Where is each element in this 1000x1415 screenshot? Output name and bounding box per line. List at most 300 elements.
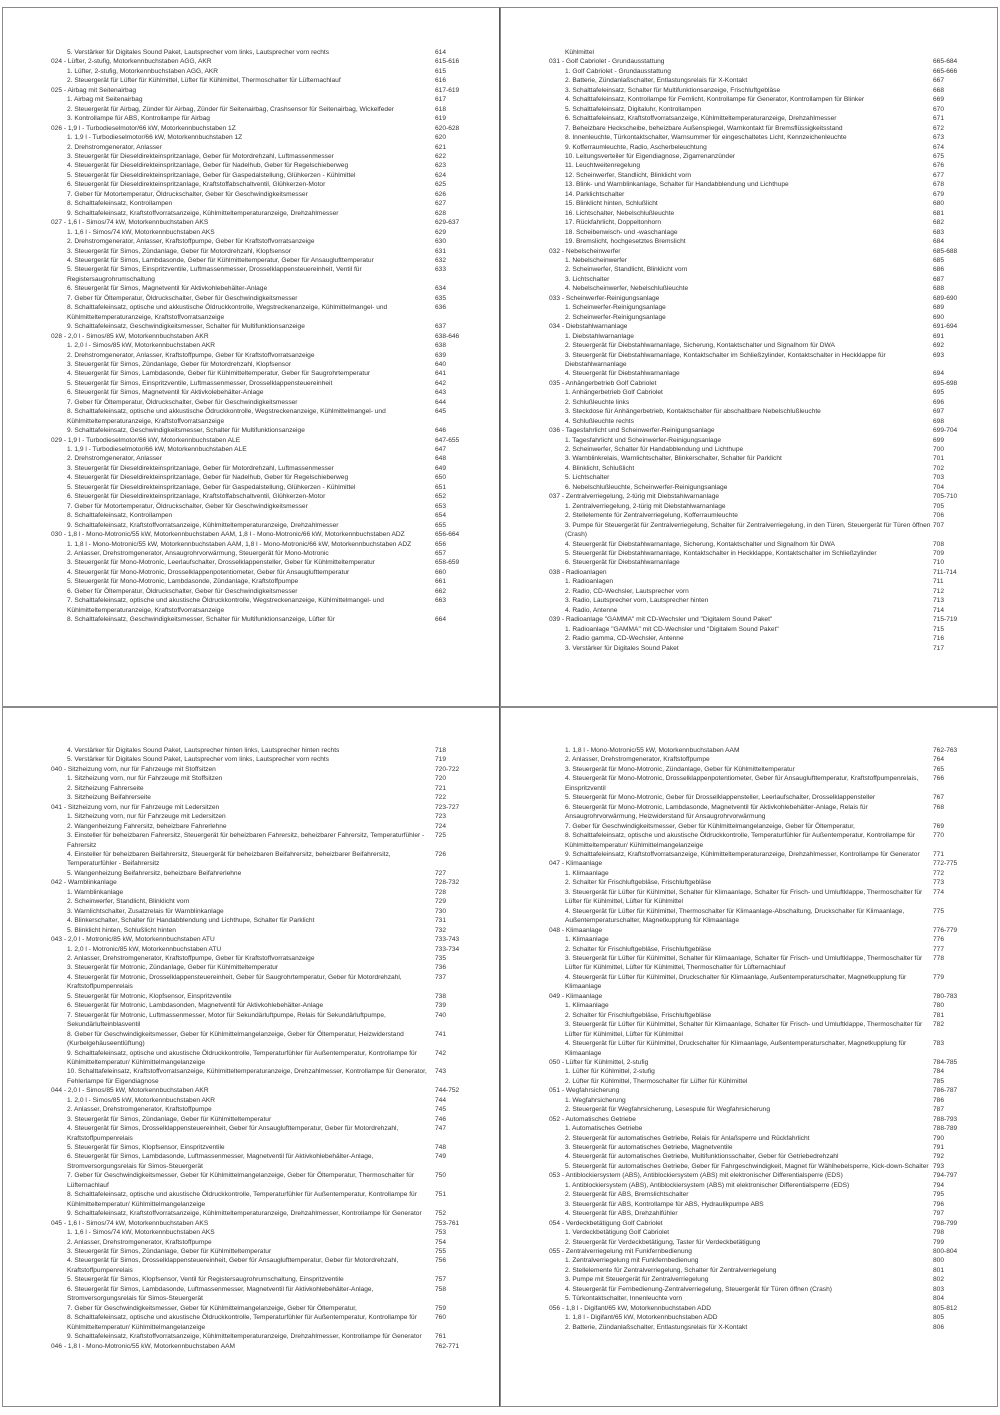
entry-title: 029 - 1,9 l - Turbodieselmotor/66 kW, Motorkennbuchstaben ALE	[51, 436, 241, 444]
page-number: 744	[435, 1096, 447, 1104]
entry-title: 5. Verstärker für Digitales Sound Paket, Lautsprecher vorn links, Lautsprecher vorn rechts	[67, 49, 330, 56]
entry-title: 9. Schalttafeleinsatz, Kraftstoffvorratsanzeige, Kühlmitteltemperaturanzeige, Drehzahlmesser, Kontrollampe für Generator	[67, 1210, 422, 1218]
page-number: 614	[435, 49, 447, 56]
toc-entry	[549, 313, 969, 322]
entry-title: 6. Steuergerät für Simos, Magnetventil für Aktivkohlebehälter-Anlage	[67, 285, 268, 293]
page-number: 664	[435, 616, 447, 624]
page-number: 645	[435, 408, 447, 416]
page-number: 691-694	[933, 323, 958, 331]
page-number: 712	[933, 587, 945, 595]
entry-title: 8. Innenleuchte, Türkontaktschalter, Warnsummer für eingeschaltetes Licht, Kennzeichenleuchte	[565, 134, 847, 142]
entry-title: 1. Lüfter, 2-stufig, Motorkennbuchstaben AGG, AKR	[67, 67, 219, 75]
page-number: 733-743	[435, 936, 460, 944]
page-number: 705	[933, 502, 945, 510]
page-number: 769	[933, 822, 945, 830]
page-number: 633	[435, 266, 447, 274]
page-number: 800-804	[933, 1248, 958, 1256]
page-number: 641	[435, 370, 447, 378]
entry-title: 4. Steuergerät für Dieseldirekteinspritzanlage, Geber für Nadelhub, Geber für Regelschieberweg	[67, 162, 349, 170]
page-number: 760	[435, 1314, 447, 1322]
toc-entry	[51, 483, 471, 492]
toc-entry	[51, 48, 471, 57]
toc-entry	[51, 973, 471, 992]
document-page-top-left	[2, 7, 500, 707]
page-number: 648	[435, 455, 447, 463]
entry-title: 6. Steuergerät für Diebstahlwarnanlage	[565, 559, 680, 567]
page-number: 635	[435, 294, 447, 302]
entry-title: 8. Schalttafeleinsatz, optische und akustische Öldruckkontrolle, Temperaturfühler für Außentemperatur, Kontrollampe für Kühlmitteltemperatur/ Kühlmittelmangelanzeige	[67, 1191, 417, 1208]
entry-title: 3. Steuergerät für ABS, Kontrollampe für ABS, Hydraulikpumpe ABS	[565, 1200, 764, 1208]
page-number: 617	[435, 96, 447, 104]
entry-title: 8. Schalttafeleinsatz, optische und akkustische Öldruckkontrolle, Wegstreckenanzeige, Kühlmittelmangel- und Kühlmitteltemperaturanzeige, Kraftstoffvorratsanzeige	[67, 304, 388, 321]
page-number: 700	[933, 446, 945, 454]
page-number: 791	[933, 1144, 945, 1152]
entry-title: 1. Anhängerbetrieb Golf Cabriolet	[565, 389, 663, 397]
page-number: 753-761	[435, 1219, 460, 1227]
page-number: 759	[435, 1304, 447, 1312]
toc-entry	[51, 869, 471, 878]
entry-title: 1. Radioanlagen	[565, 578, 614, 586]
page-number: 772-775	[933, 860, 958, 868]
page-number: 689	[933, 304, 945, 312]
entry-title: 2. Scheinwerfer, Standlicht, Blinklicht vorn	[67, 898, 190, 906]
toc-entry	[549, 209, 969, 218]
entry-title: 7. Beheizbare Heckscheibe, beheizbare Außenspiegel, Warnkontakt für Bremsflüssigkeitsstand	[565, 124, 843, 132]
entry-title: 5. Steuergerät für Simos, Klopfsensor, Ventil für Registersaugrohrumschaltung, Einspritzventile	[67, 1276, 344, 1284]
entry-title: 3. Steuergerät für Lüfter für Kühlmittel, Schalter für Klimaanlage, Schalter für Frisch- und Umluftklappe, Thermoschalter für Lüfter für Kühlmittel, Lüfter für Kühlmittel	[565, 1021, 923, 1038]
entry-title: 049 - Klimaanlage	[549, 992, 603, 1000]
page-number: 656-664	[435, 531, 460, 539]
page-number: 656	[435, 540, 447, 548]
page-number: 632	[435, 256, 447, 264]
toc-entry	[51, 190, 471, 199]
entry-title: 036 - Tagesfahrlicht und Scheinwerfer-Reinigungsanlage	[549, 427, 715, 435]
toc-entry	[549, 332, 969, 341]
page-number: 622	[435, 152, 447, 160]
toc-entry	[51, 294, 471, 303]
entry-title: 3. Schalttafeleinsatz, Schalter für Multifunktionsanzeige, Frischluftgebläse	[565, 86, 781, 94]
toc-entry	[549, 351, 969, 370]
entry-title: 3. Steuergerät für Simos, Zündanlage, Geber für Motordrehzahl, Klopfsensor	[67, 360, 291, 368]
entry-title: 024 - Lüfter, 2-stufig, Motorkennbuchstaben AGG, AKR	[51, 58, 212, 66]
toc-entry	[51, 755, 471, 764]
page-number: 693	[933, 351, 945, 359]
toc-entry	[549, 105, 969, 114]
entry-title: 6. Geber für Öltemperatur, Öldruckschalter, Geber für Geschwindigkeitsmesser	[67, 587, 298, 595]
toc-entry	[51, 180, 471, 189]
page-number: 689-690	[933, 294, 958, 302]
toc-entry	[549, 473, 969, 482]
toc-entry	[51, 963, 471, 972]
page-number: 724	[435, 822, 447, 830]
toc-entry	[549, 445, 969, 454]
entry-title: 4. Steuergerät für Simos, Drosselklappensteuereinheit, Geber für Ansauglufttemperatur, Geber für Motordrehzahl, Kraftstoffpumpenrelais	[67, 1125, 399, 1142]
entry-title: 4. Steuergerät für Simos, Drosselklappensteuereinheit, Geber für Ansauglufttemperatur, Geber für Motordrehzahl, Kraftstoffpumpenrelais	[67, 1257, 399, 1274]
entry-title: 3. Steuergerät für Lüfter für Kühlmittel, Schalter für Klimaanlage, Schalter für Frisch- und Umluftklappe, Thermoschalter für Lüfter für Kühlmittel, Lüfter für Kühlmittel, Thermoschalter für Lüfternachlauf	[565, 954, 923, 972]
entry-title: 5. Verstärker für Digitales Sound Paket, Lautsprecher vorn links, Lautsprecher vorn rechts	[67, 756, 330, 764]
page-number: 620-628	[435, 124, 460, 132]
page-number: 761	[435, 1333, 447, 1341]
toc-entry	[51, 521, 471, 530]
page-number: 619	[435, 115, 447, 123]
page-number: 798	[933, 1229, 945, 1237]
page-number: 762-763	[933, 747, 958, 754]
entry-title: 055 - Zentralverriegelung mit Funkfernbedienung	[549, 1248, 692, 1256]
toc-entry	[549, 1323, 969, 1332]
toc-section-entry	[549, 1115, 969, 1124]
page-number: 723-727	[435, 803, 460, 811]
page-number: 801	[933, 1266, 945, 1274]
entry-title: 13. Blink- und Warnblinkanlage, Schalter für Handabblendung und Lichthupe	[565, 181, 789, 189]
toc-section-entry	[51, 332, 471, 341]
page-number: 685-688	[933, 247, 958, 255]
toc-entry	[51, 926, 471, 935]
page-number: 699-704	[933, 427, 958, 435]
toc-entry	[51, 492, 471, 501]
page-number: 758	[435, 1285, 447, 1293]
entry-title: 2. Drehstromgenerator, Anlasser	[67, 455, 162, 463]
page-number: 797	[933, 1210, 945, 1218]
entry-title: 3. Steuergerät für Simos, Zündanlage, Geber für Kühlmitteltemperatur	[67, 1248, 272, 1256]
page-number: 737	[435, 973, 447, 981]
entry-title: 1. Zentralverriegelung, 2-türig mit Diebstahlwarnanlage	[565, 502, 726, 510]
toc-entry	[51, 407, 471, 426]
entry-title: 6. Steuergerät für Simos, Lambdasonde, Luftmassenmesser, Magnetventil für Aktivkohlebehälter-Anlage, Stromversorgungsrelais für Simos-Steuergerät	[67, 1153, 374, 1170]
toc-entry	[51, 1115, 471, 1124]
toc-entry	[549, 436, 969, 445]
page-number: 675	[933, 152, 945, 160]
page-number: 802	[933, 1276, 945, 1284]
toc-entry	[51, 1190, 471, 1209]
page-number: 676	[933, 162, 945, 170]
table-of-contents	[549, 48, 969, 653]
entry-title: 3. Steuergerät für Simos, Zündanlage, Geber für Kühlmitteltemperatur	[67, 1115, 272, 1123]
entry-title: 1. Verdeckbetätigung Golf Cabriolet	[565, 1229, 670, 1237]
table-of-contents	[549, 746, 969, 1332]
entry-title: 18. Scheibenwisch- und -waschanlage	[565, 228, 678, 236]
toc-entry	[51, 95, 471, 104]
page-number: 778	[933, 954, 945, 962]
toc-entry	[51, 888, 471, 897]
page-number: 768	[933, 803, 945, 811]
toc-entry	[549, 577, 969, 586]
toc-entry	[51, 1011, 471, 1030]
entry-title: 1. Automatisches Getriebe	[565, 1125, 643, 1133]
toc-entry	[549, 774, 969, 793]
toc-entry	[51, 228, 471, 237]
entry-title: 2. Scheinwerfer, Schalter für Handabblendung und Lichthupe	[565, 446, 744, 454]
toc-entry	[51, 388, 471, 397]
page-number: 627	[435, 200, 447, 208]
toc-section-entry	[51, 1086, 471, 1095]
page-number: 655	[435, 521, 447, 529]
toc-entry	[549, 417, 969, 426]
entry-title: 053 - Antiblockiersystem (ABS), Antiblockiersystem (ABS) mit elektronischer Differentialsperre (EDS)	[549, 1172, 843, 1180]
entry-title: 9. Schalttafeleinsatz, Geschwindigkeitsmesser, Schalter für Multifunktionsanzeige	[67, 323, 305, 331]
page-number: 757	[435, 1276, 447, 1284]
page-number: 678	[933, 181, 945, 189]
entry-title: 3. Steuergerät für Diebstahlwarnanlage, Kontaktschalter im Schließzylinder, Kontaktschalter in Heckklappe für Diebstahlwarnanlage	[565, 351, 886, 368]
document-page-top-right	[500, 7, 998, 707]
toc-entry	[549, 1238, 969, 1247]
entry-title: 7. Geber für Geschwindigkeitsmesser, Geber für Kühlmittelmangelanzeige, Geber für Öltemperatur,	[67, 1304, 357, 1312]
toc-entry	[549, 143, 969, 152]
page-number: 782	[933, 1021, 945, 1029]
entry-title: 2. Steuergerät für Diebstahlwarnanlage, Sicherung, Kontaktschalter und Signalhorn für DWA	[565, 342, 835, 350]
page-number: 790	[933, 1134, 945, 1142]
entry-title: 033 - Scheinwerfer-Reinigungsanlage	[549, 294, 660, 302]
page-number: 630	[435, 238, 447, 246]
entry-title: 2. Wangenheizung Fahrersitz, beheizbare Fahrerlehne	[67, 822, 227, 830]
entry-title: 3. Steuergerät für Motronic, Zündanlage, Geber für Kühlmitteltemperatur	[67, 964, 279, 972]
entry-title: 4. Steuergerät für Mono-Motronic, Drosselklappenpotentiometer, Geber für Ansauglufttemperatur	[67, 568, 350, 576]
page-number: 680	[933, 200, 945, 208]
entry-title: 7. Geber für Öltemperatur, Öldruckschalter, Geber für Geschwindigkeitsmesser	[67, 294, 298, 302]
toc-entry	[549, 483, 969, 492]
entry-title: 2. Radio gamma, CD-Wechsler, Antenne	[565, 635, 684, 643]
toc-entry	[549, 1001, 969, 1010]
toc-entry	[549, 303, 969, 312]
toc-section-entry	[51, 878, 471, 887]
entry-title: 1. Warnblinkanlage	[67, 888, 124, 896]
entry-title: 5. Steuergerät für Dieseldirekteinspritzanlage, Geber für Gaspedalstellung, Glühkerzen - Kühlmittel	[67, 483, 356, 491]
toc-section-entry	[51, 436, 471, 445]
page-number: 776-779	[933, 926, 958, 934]
toc-entry	[549, 1020, 969, 1039]
toc-entry	[549, 161, 969, 170]
page-number: 736	[435, 964, 447, 972]
entry-title: 3. Steuergerät für Lüfter für Kühlmittel, Schalter für Klimaanlage, Schalter für Frisch- und Umluftklappe, Thermoschalter für Lüfter für Kühlmittel, Lüfter für Kühlmittel	[565, 888, 923, 906]
toc-entry	[549, 935, 969, 944]
toc-entry	[549, 1124, 969, 1133]
toc-entry	[51, 341, 471, 350]
toc-entry	[549, 1209, 969, 1218]
entry-title: 5. Wangenheizung Beifahrersitz, beheizbare Beifahrerlehne	[67, 869, 242, 877]
entry-title: 11. Leuchtweitenregelung	[565, 162, 641, 170]
toc-entry	[549, 152, 969, 161]
entry-title: 3. Lichtschalter	[565, 275, 610, 283]
toc-entry	[51, 1105, 471, 1114]
toc-entry	[549, 284, 969, 293]
page-number: 686	[933, 266, 945, 274]
toc-entry	[51, 105, 471, 114]
page-number: 776	[933, 936, 945, 944]
toc-entry	[51, 1171, 471, 1190]
page-number: 617-619	[435, 86, 460, 94]
toc-entry	[51, 784, 471, 793]
page-number: 799	[933, 1238, 945, 1246]
toc-entry	[51, 1001, 471, 1010]
page-number: 728-732	[435, 879, 460, 887]
toc-entry	[549, 878, 969, 887]
entry-title: 044 - 2,0 l - Simos/85 kW, Motorkennbuchstaben AKR	[51, 1087, 209, 1095]
page-number: 798-799	[933, 1219, 958, 1227]
toc-entry	[51, 67, 471, 76]
document-page-bottom-left	[2, 707, 500, 1407]
toc-entry	[51, 945, 471, 954]
page-number: 649	[435, 464, 447, 472]
toc-entry	[549, 596, 969, 605]
toc-section-entry	[51, 1219, 471, 1228]
entry-title: 2. Anlasser, Drehstromgenerator, Ansaugrohrvorwärmung, Steuergerät für Mono-Motronic	[67, 550, 329, 558]
entry-title: 3. Steuergerät für automatisches Getriebe, Magnetventile	[565, 1144, 733, 1152]
page-number: 692	[933, 342, 945, 350]
page-number: 773	[933, 879, 945, 887]
entry-title: 031 - Golf Cabriolet - Grundausstattung	[549, 58, 665, 66]
page-number: 638	[435, 342, 447, 350]
page-number: 725	[435, 832, 447, 840]
page-number: 652	[435, 493, 447, 501]
entry-title: 5. Türkontaktschalter, Innenleuchte vorn	[565, 1295, 683, 1303]
page-number: 754	[435, 1238, 447, 1246]
page-number: 748	[435, 1144, 447, 1152]
toc-entry	[549, 180, 969, 189]
page-number: 756	[435, 1257, 447, 1265]
entry-title: 4. Schlußleuchte rechts	[565, 417, 634, 425]
entry-title: 2. Steuergerät für ABS, Bremslichtschalter	[565, 1191, 689, 1199]
entry-title: 10. Leitungsverteiler für Eigendiagnose, Zigarrenanzünder	[565, 152, 736, 160]
toc-entry	[549, 76, 969, 85]
entry-title: 7. Geber für Motortemperatur, Öldruckschalter, Geber für Geschwindigkeitsmesser	[67, 502, 308, 510]
toc-section-entry	[549, 568, 969, 577]
entry-title: 5. Steuergerät für Dieseldirekteinspritzanlage, Geber für Gaspedalstellung, Glühkerzen - Kühlmittel	[67, 171, 356, 179]
entry-title: 8. Geber für Geschwindigkeitsmesser, Geber für Kühlmittelmangelanzeige, Geber für Öltemperatur, Heizwiderstand (Kurbelgehäuseentlüftung)	[67, 1030, 404, 1048]
toc-entry	[51, 379, 471, 388]
entry-title: 4. Steuergerät für Lüfter für Kühlmittel, Thermoschalter für Klimaanlage-Abschaltung, Druckschalter für Klimaanlage, Außentemperaturschalter, Magnetkupplung für Klimaanlage	[565, 907, 905, 925]
page-number: 722	[435, 794, 447, 802]
entry-title: 2. Drehstromgenerator, Anlasser	[67, 143, 162, 151]
entry-title: 7. Geber für Öltemperatur, Öldruckschalter, Geber für Geschwindigkeitsmesser	[67, 398, 298, 406]
toc-entry	[549, 133, 969, 142]
entry-title: 7. Geber für Geschwindigkeitsmesser, Geber für Kühlmittelmangelanzeige, Geber für Öltemperatur, Thermoschalter für Lüfternachlauf	[67, 1172, 414, 1189]
page-number: 710	[933, 559, 945, 567]
entry-title: 4. Steuergerät für Lüfter für Kühlmittel, Druckschalter für Klimaanlage, Außentemperaturschalter, Magnetkupplung für Klimaanlage	[565, 1040, 907, 1057]
page-number: 794-797	[933, 1172, 958, 1180]
entry-title: 1. 2,0 l - Simos/85 kW, Motorkennbuchstaben AKR	[67, 1096, 216, 1104]
entry-title: 4. Steuergerät für Mono-Motronic, Drosselklappenpotentiometer, Geber für Ansauglufttemperatur, Kraftstoffpumpenrelais, Einspritzventil	[565, 775, 919, 792]
toc-entry	[549, 464, 969, 473]
entry-title: 4. Blinklicht, Schlußlicht	[565, 464, 635, 472]
entry-title: 1. Klimaanlage	[565, 936, 609, 944]
entry-title: 2. Anlasser, Drehstromgenerator, Kraftstoffpumpe	[67, 1238, 212, 1246]
toc-entry	[51, 907, 471, 916]
entry-title: 048 - Klimaanlage	[549, 926, 603, 934]
page-number: 800	[933, 1257, 945, 1265]
page-number: 743	[435, 1068, 447, 1076]
page-number: 713	[933, 597, 945, 605]
page-number: 629	[435, 228, 447, 236]
page-number: 697	[933, 408, 945, 416]
toc-entry	[549, 1162, 969, 1171]
toc-entry	[549, 549, 969, 558]
entry-title: 1. Nebelscheinwerfer	[565, 256, 627, 264]
entry-title: 2. Batterie, Zündanlaßschalter, Entlastungsrelais für X-Kontakt	[565, 77, 748, 85]
toc-section-entry	[549, 426, 969, 435]
page-number: 682	[933, 219, 945, 227]
page-number: 781	[933, 1011, 945, 1019]
entry-title: 5. Steuergerät für Simos, Einspritzventile, Luftmassenmesser, Drosselklappensteuereinheit	[67, 379, 333, 387]
page-number: 662	[435, 587, 447, 595]
toc-entry	[51, 247, 471, 256]
entry-title: 12. Scheinwerfer, Standlicht, Blinklicht vorn	[565, 171, 692, 179]
entry-title: 5. Blinklicht hinten, Schlußlicht hinten	[67, 926, 176, 934]
page-number: 665-684	[933, 58, 958, 66]
entry-title: 4. Steuergerät für Diebstahlwarnanlage	[565, 370, 680, 378]
page-number: 691	[933, 332, 945, 340]
entry-title: 4. Blinkerschalter, Schalter für Handabblendung und Lichthupe, Schalter für Parklicht	[67, 917, 315, 925]
page-number: 711	[933, 578, 944, 586]
entry-title: 10. Schalttafeleinsatz, Kraftstoffvorratsanzeige, Kühlmitteltemperaturanzeige, Drehzahlmesser, Kontrollampe für Generator, Fehlerlampe für Eigendiagnose	[67, 1068, 427, 1085]
toc-entry	[51, 1313, 471, 1332]
entry-title: 1. Scheinwerfer-Reinigungsanlage	[565, 304, 666, 312]
page-number: 742	[435, 1049, 447, 1057]
entry-title: 6. Steuergerät für Dieseldirekteinspritzanlage, Kraftstoffabschaltventil, Glühkerzen-Motor	[67, 493, 326, 501]
entry-title: 19. Bremslicht, hochgesetztes Bremslicht	[565, 238, 686, 246]
entry-title: 5. Schalttafeleinsatz, Digitaluhr, Kontrollampen	[565, 105, 702, 113]
toc-section-entry	[51, 218, 471, 227]
entry-title: 1. Diebstahlwarnanlage	[565, 332, 634, 340]
page-number: 672	[933, 124, 945, 132]
toc-section-entry	[549, 926, 969, 935]
page-number: 651	[435, 483, 447, 491]
page-number: 753	[435, 1229, 447, 1237]
entry-title: 2. Batterie, Zündanlaßschalter, Entlastungsrelais für X-Kontakt	[565, 1323, 748, 1331]
toc-section-entry	[51, 765, 471, 774]
toc-entry	[549, 765, 969, 774]
page-number: 775	[933, 907, 945, 915]
entry-title: 1. Radioanlage "GAMMA" mit CD-Wechsler und "Digitalem Sound Paket"	[565, 625, 779, 633]
entry-title: 3. Warnblinkrelais, Warnlichtschalter, Blinkerschalter, Schalter für Parklicht	[565, 455, 782, 463]
page-number: 657	[435, 550, 447, 558]
page-number: 681	[933, 209, 945, 217]
entry-title: 2. Schlußleuchte links	[565, 398, 630, 406]
entry-title: 3. Verstärker für Digitales Sound Paket	[565, 644, 679, 652]
page-number: 703	[933, 474, 945, 482]
toc-section-entry	[51, 124, 471, 133]
page-number: 733-734	[435, 945, 460, 953]
toc-entry	[549, 1152, 969, 1161]
page-number: 677	[933, 171, 945, 179]
page-number: 719	[435, 756, 447, 764]
page-number: 786-787	[933, 1087, 958, 1095]
page-number: 788-789	[933, 1125, 958, 1133]
page-number: 683	[933, 228, 945, 236]
toc-entry	[549, 540, 969, 549]
page-number: 803	[933, 1285, 945, 1293]
entry-title: 042 - Warnblinkanlage	[51, 879, 117, 887]
entry-title: 2. Drehstromgenerator, Anlasser, Kraftstoffpumpe, Geber für Kraftstoffvorratsanzeige	[67, 351, 315, 359]
entry-title: 2. Sitzheizung Fahrerseite	[67, 784, 144, 792]
page-number: 663	[435, 597, 447, 605]
toc-entry	[51, 1152, 471, 1171]
entry-title: 039 - Radioanlage "GAMMA" mit CD-Wechsler und "Digitalem Sound Paket"	[549, 616, 773, 624]
toc-entry	[51, 209, 471, 218]
page-number: 744-752	[435, 1087, 460, 1095]
toc-entry	[51, 793, 471, 802]
entry-title: 4. Steuergerät für Simos, Lambdasonde, Geber für Kühlmitteltemperatur, Geber für Ansauglufttemperatur	[67, 256, 374, 264]
entry-title: 17. Rückfahrlicht, Doppeltonhorn	[565, 219, 662, 227]
entry-title: 3. Pumpe für Steuergerät für Zentralverriegelung, Schalter für Zentralverriegelung, in den Türen, Steuergerät für Türen öffnen (Crash)	[565, 521, 931, 539]
entry-title: 054 - Verdeckbetätigung Golf Cabriolet	[549, 1219, 663, 1227]
entry-title: 056 - 1,8 l - Digifant/65 kW, Motorkennbuchstaben ADD	[549, 1304, 711, 1312]
toc-section-entry	[549, 322, 969, 331]
page-number: 670	[933, 105, 945, 113]
toc-entry	[51, 596, 471, 615]
page-number: 784-785	[933, 1058, 958, 1066]
toc-entry	[549, 1039, 969, 1058]
entry-title: 050 - Lüfter für Kühlmittel, 2-stufig	[549, 1058, 649, 1066]
toc-entry	[51, 1030, 471, 1049]
